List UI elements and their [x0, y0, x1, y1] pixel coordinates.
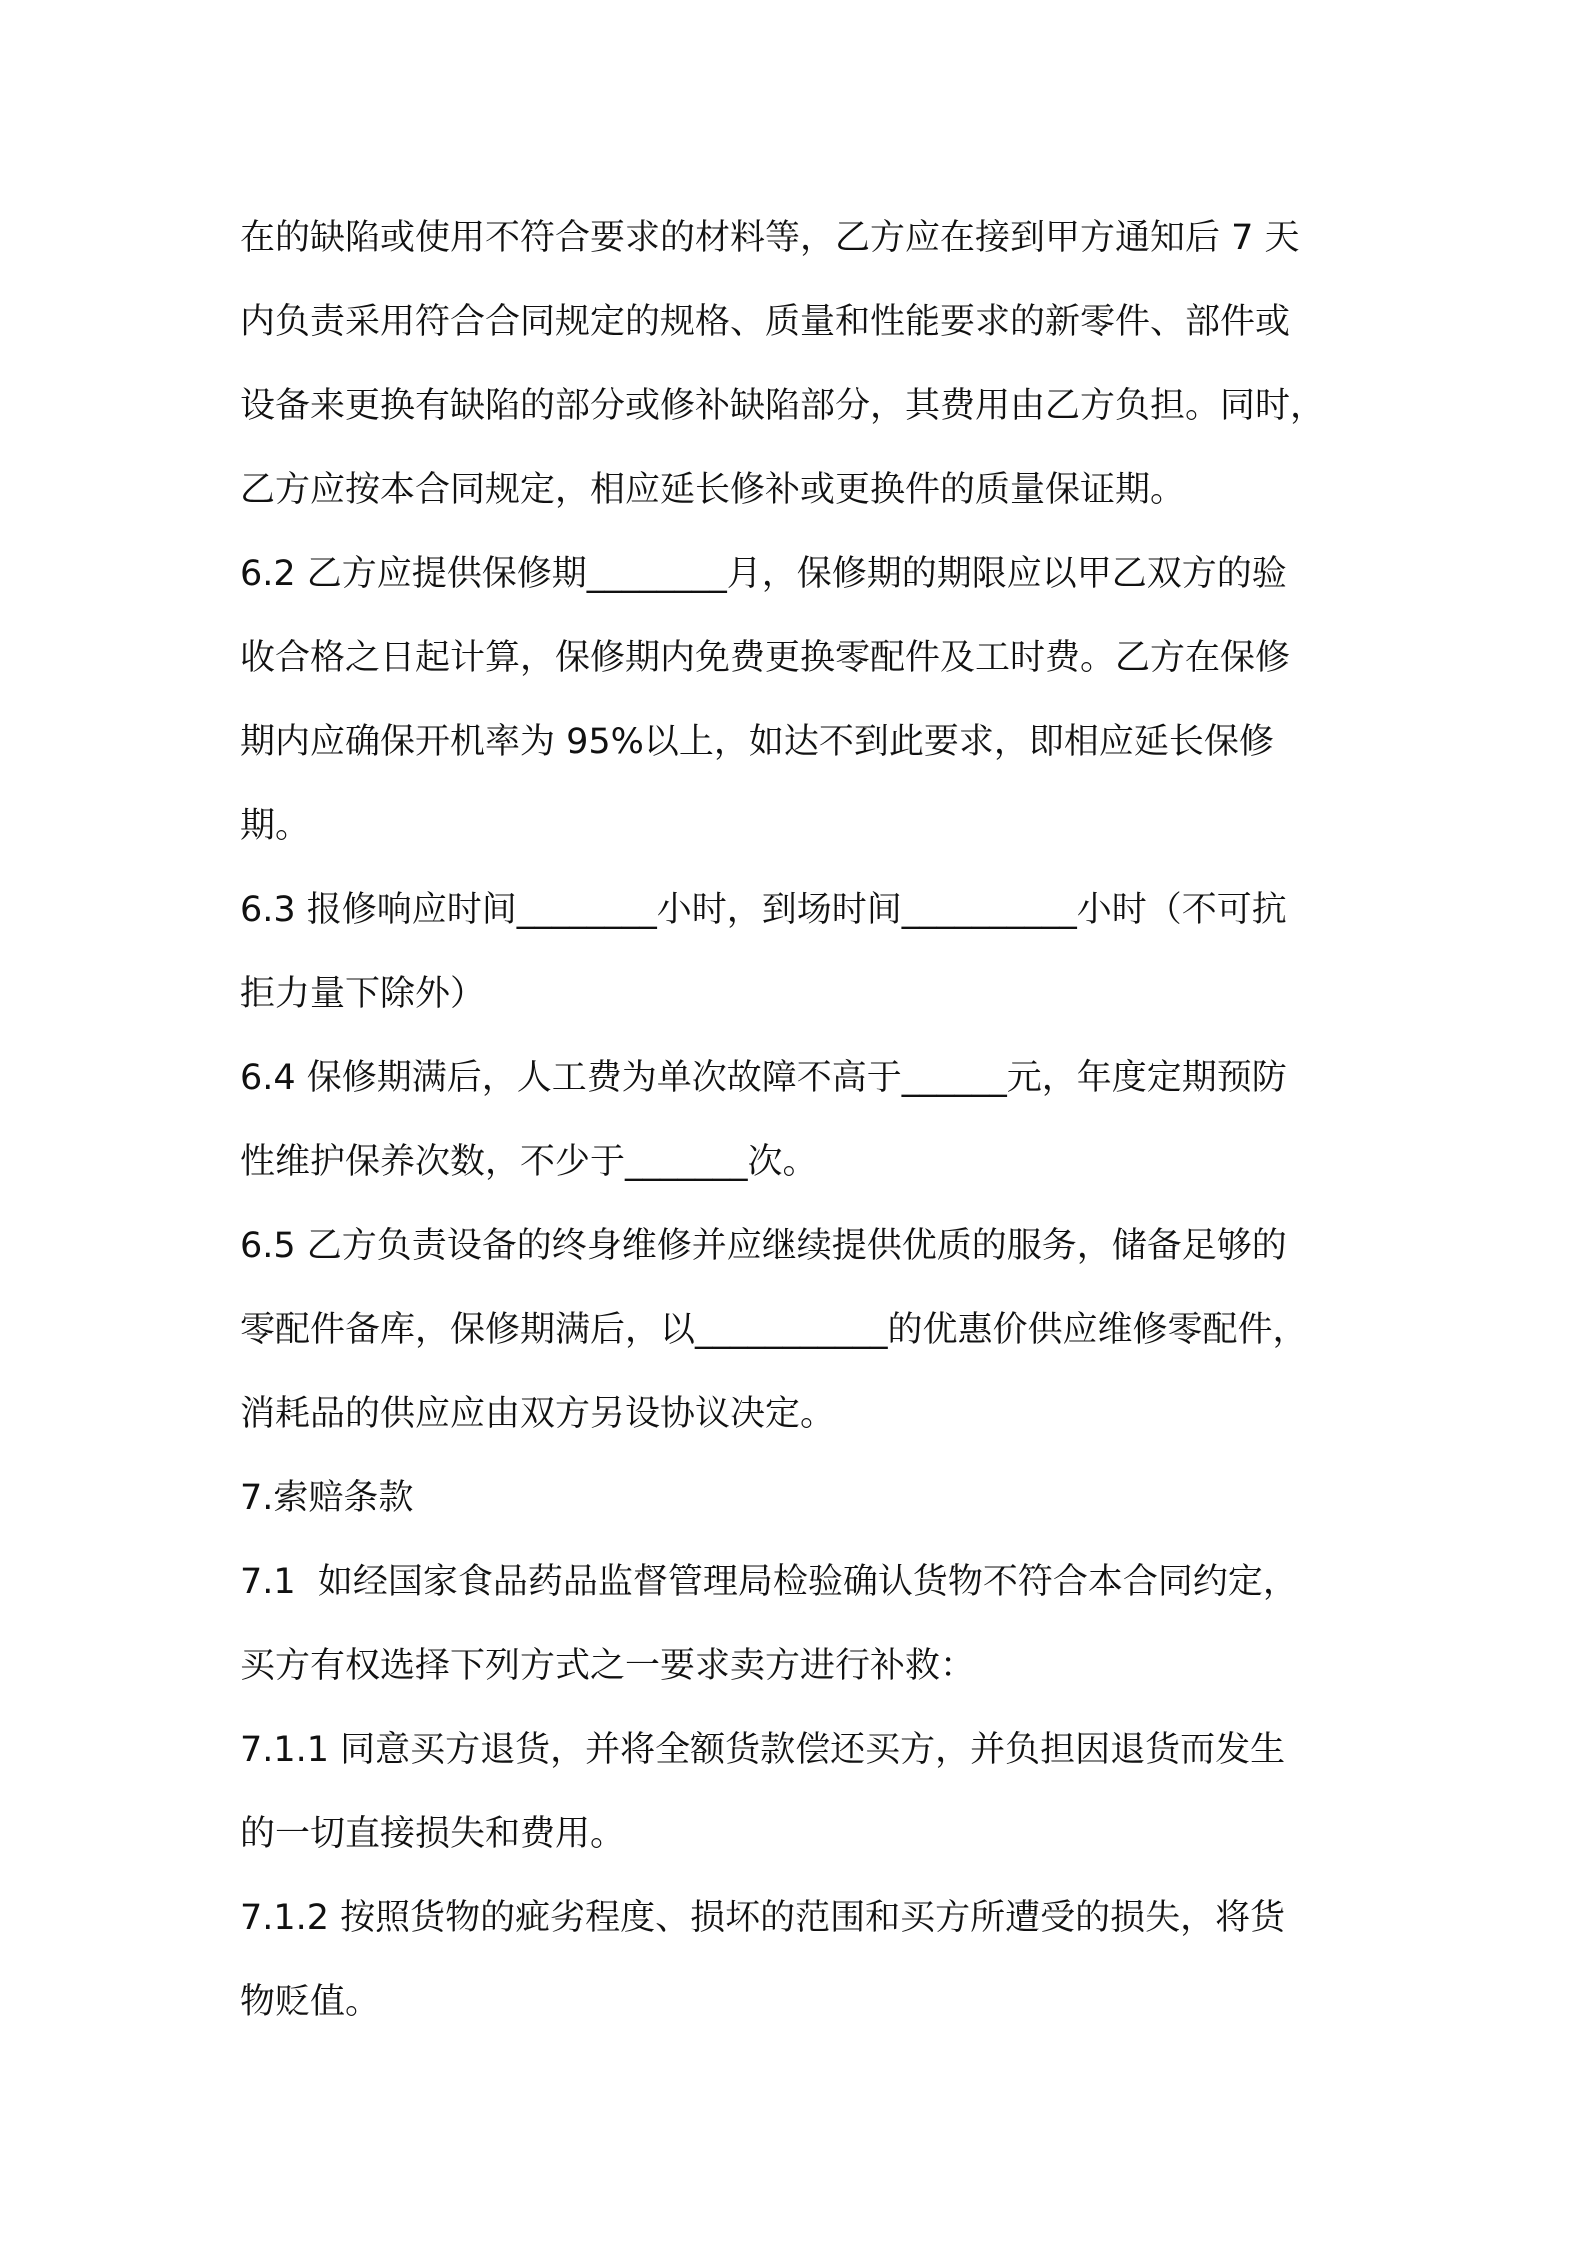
text-line: 性维护保养次数，不少于_______次。	[240, 1142, 818, 1182]
clause-6-2: 6.2 乙方应提供保修期________月，保修期的期限应以甲乙双方的验	[240, 554, 1287, 594]
text-line: 乙方应按本合同规定，相应延长修补或更换件的质量保证期。	[240, 470, 1186, 510]
text-line: 期内应确保开机率为 95%以上，如达不到此要求，即相应延长保修	[240, 722, 1274, 762]
clause-7-1: 7.1 如经国家食品药品监督管理局检验确认货物不符合本合同约定，	[240, 1562, 1298, 1602]
clause-6-5: 6.5 乙方负责设备的终身维修并应继续提供优质的服务，储备足够的	[240, 1226, 1287, 1266]
section-heading-7: 7.索赔条款	[240, 1478, 414, 1518]
text-line: 内负责采用符合合同规定的规格、质量和性能要求的新零件、部件或	[240, 302, 1291, 342]
text-line: 收合格之日起计算，保修期内免费更换零配件及工时费。乙方在保修	[240, 638, 1291, 678]
text-line: 在的缺陷或使用不符合要求的材料等，乙方应在接到甲方通知后 7 天	[240, 218, 1300, 258]
text-line: 拒力量下除外）	[240, 974, 486, 1014]
clause-6-3: 6.3 报修响应时间________小时，到场时间__________小时（不可抗	[240, 890, 1287, 930]
text-line: 零配件备库，保修期满后，以___________的优惠价供应维修零配件，	[240, 1310, 1308, 1350]
text-line: 期。	[240, 806, 311, 846]
text-line: 的一切直接损失和费用。	[240, 1814, 626, 1854]
document-body	[240, 196, 1380, 2044]
text-line: 设备来更换有缺陷的部分或修补缺陷部分，其费用由乙方负担。同时，	[240, 386, 1326, 426]
clause-7-1-1: 7.1.1 同意买方退货，并将全额货款偿还买方，并负担因退货而发生	[240, 1730, 1286, 1770]
text-line: 买方有权选择下列方式之一要求卖方进行补救：	[240, 1646, 976, 1686]
clause-6-4: 6.4 保修期满后，人工费为单次故障不高于______元，年度定期预防	[240, 1058, 1287, 1098]
text-line: 消耗品的供应应由双方另设协议决定。	[240, 1394, 836, 1434]
text-line: 物贬值。	[240, 1982, 381, 2022]
clause-7-1-2: 7.1.2 按照货物的疵劣程度、损坏的范围和买方所遭受的损失，将货	[240, 1898, 1286, 1938]
